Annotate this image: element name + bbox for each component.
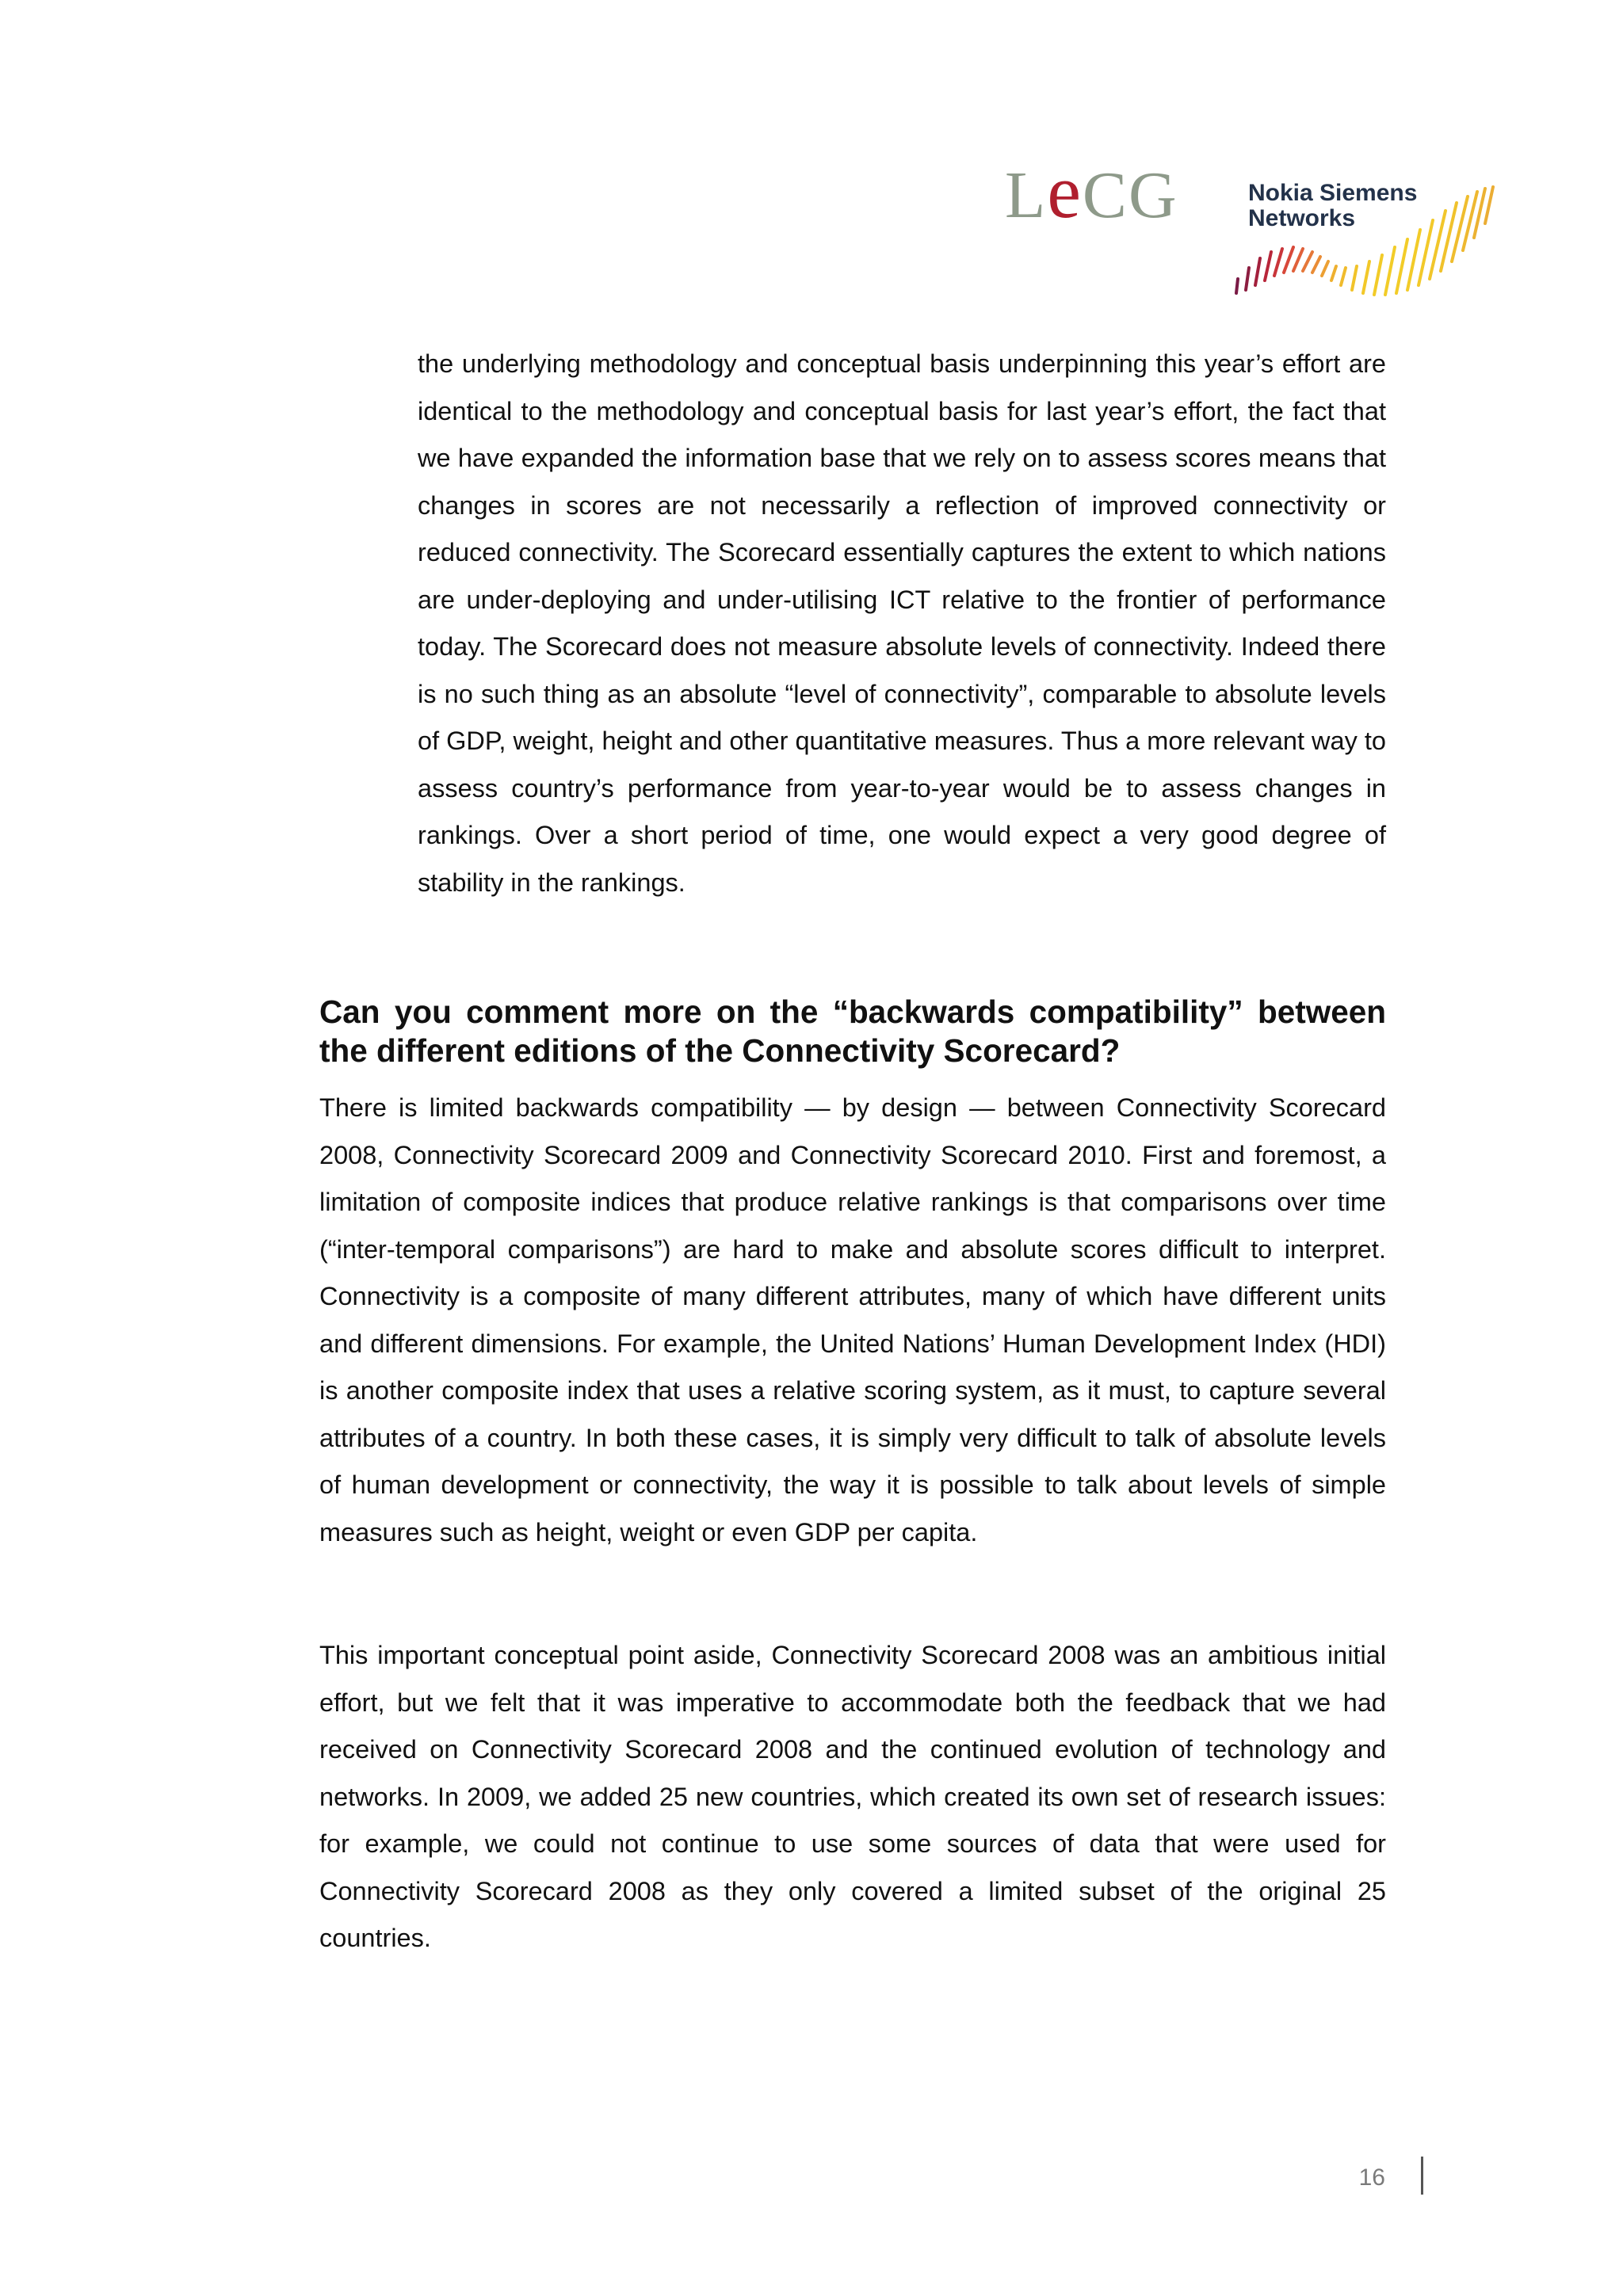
- logo-text-line2: Networks: [1248, 205, 1356, 231]
- page-number: 16: [1358, 2164, 1385, 2191]
- body-paragraph: There is limited backwards compatibility — by design — between Connectivity Scorecard 2008, Connectivity Scorecard 2009 and Connectivity Scorecard 2010. First and foremost, a limitation of composite indices that produce relative rankings is that comparisons over time (“inter-temporal comparisons”) are hard to make and absolute scores difficult to interpret. Connectivity is a composite of many different attributes, many of which have different units and different dimensions. For example, the United Nations’ Human Development Index (HDI) is another composite index that uses a relative scoring system, as it must, to capture several attributes of a country. In both these cases, it is simply very difficult to talk of absolute levels of human development or connectivity, the way it is possible to talk about levels of simple measures such as height, weight or even GDP per capita.: [319, 1093, 1386, 1547]
- body-paragraph: This important conceptual point aside, Connectivity Scorecard 2008 was an ambitious initial effort, but we felt that it was imperative to accommodate both the feedback that we had received on Connectivity Scorecard 2008 and the continued evolution of technology and networks. In 2009, we added 25 new countries, which created its own set of research issues: for example, we could not continue to use some sources of data that were used for Connectivity Scorecard 2008 as they only covered a limited subset of the original 25 countries.: [319, 1641, 1386, 1952]
- nokia-siemens-networks-logo: [1248, 181, 1417, 231]
- page-number-divider: [1421, 2157, 1423, 2195]
- logo-text-line1: Nokia Siemens: [1248, 180, 1418, 206]
- lecg-logo: LeCG: [1005, 149, 1178, 234]
- body-paragraph-continued: the underlying methodology and conceptual basis underpinning this year’s effort are identical to the methodology and conceptual basis for last year’s effort, the fact that we have expanded the information base that we rely on to assess scores means that changes in scores are not necessarily a reflection of improved connectivity or reduced connectivity. The Scorecard essentially captures the extent to which nations are under-deploying and under-utilising ICT relative to the frontier of performance today. The Scorecard does not measure absolute levels of connectivity. Indeed there is no such thing as an absolute “level of connectivity”, comparable to absolute levels of GDP, weight, height and other quantitative measures. Thus a more relevant way to assess country’s performance from year-to-year would be to assess changes in rankings. Over a short period of time, one would expect a very good degree of stability in the rankings.: [418, 349, 1386, 897]
- section-heading: Can you comment more on the “backwards compatibility” between the different editions of the Connectivity Scorecard?: [319, 994, 1386, 1069]
